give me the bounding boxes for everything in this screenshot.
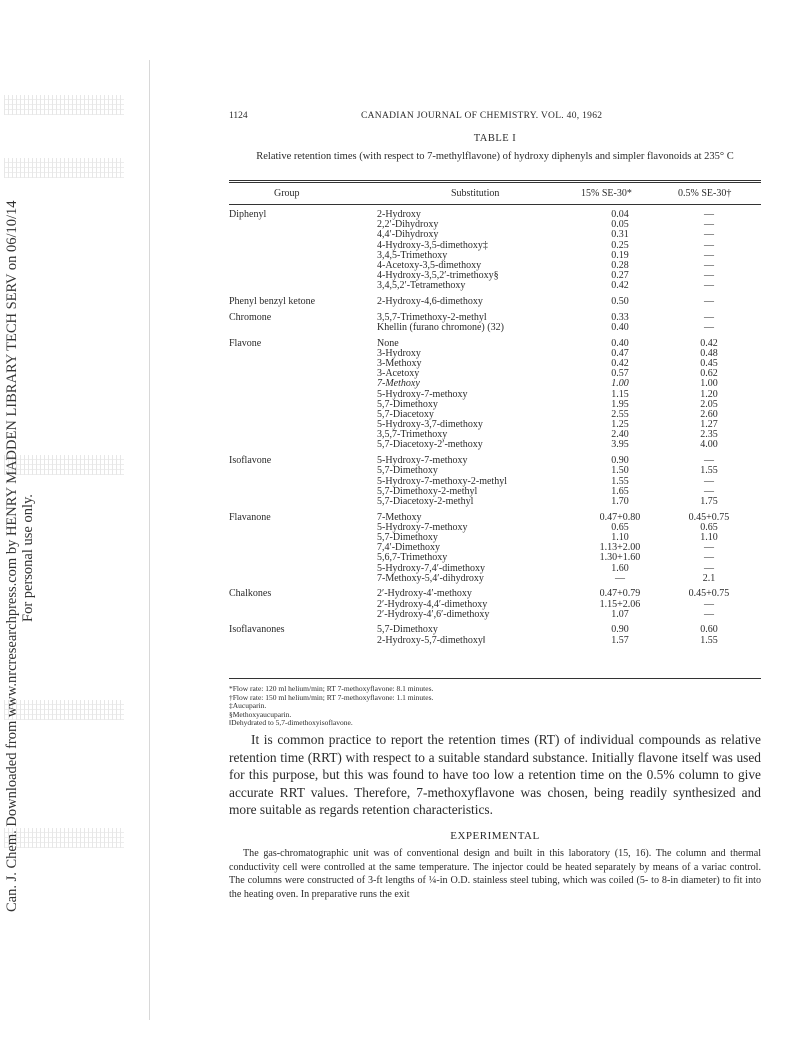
table-row	[229, 420, 761, 430]
substitution-cell: 7,4′-Dimethoxy	[377, 542, 441, 554]
table-bottom-rule	[229, 678, 761, 679]
substitution-cell: 5,7-Dimethoxy	[377, 465, 438, 477]
table-title: TABLE I	[473, 133, 517, 144]
rrt-15pct-cell: 0.90	[611, 624, 629, 636]
table-caption: Relative retention times (with respect to 7-methylflavone) of hydroxy diphenyls and simpler flavonoids at 235° C	[256, 151, 734, 162]
rrt-05pct-cell: —	[704, 280, 714, 292]
substitution-cell: 2-Hydroxy-5,7-dimethoxy‖	[377, 634, 486, 646]
rrt-05pct-cell: 1.55	[700, 465, 718, 477]
substitution-cell: 5-Hydroxy-7-methoxy	[377, 388, 468, 400]
rrt-05pct-cell: —	[704, 219, 714, 231]
column-header-group: Group	[274, 188, 300, 199]
rrt-05pct-cell: —	[704, 209, 714, 220]
substitution-cell: 5,7-Diacetoxy-2-methyl	[377, 495, 474, 507]
substitution-cell: 5,7-Dimethoxy-2-methyl	[377, 485, 478, 497]
table-header	[229, 188, 761, 202]
rrt-15pct-cell: 1.70	[611, 495, 629, 507]
group-name: Chromone	[229, 311, 272, 323]
table-row	[229, 456, 761, 466]
substitution-cell: 3-Hydroxy	[377, 347, 421, 359]
table-group	[229, 339, 761, 451]
substitution-cell: None	[377, 337, 399, 349]
table-row	[229, 297, 761, 307]
body-paragraph: The gas-chromatographic unit was of conventional design and built in this laboratory (15, 16). The column and thermal conductivity cell were controlled at the same temperature. The injector could be heated separately by means of a variac control. The columns were constructed of 3-ft lengths of ¼-in O.D. stainless steel tubing, which was coiled (5- to 8-in diameter) to fit into the heating oven. In preparative runs the exit	[229, 848, 761, 900]
usage-notice-line: For personal use only.	[20, 494, 36, 622]
table-row	[229, 466, 761, 476]
table-row	[229, 497, 761, 507]
substitution-cell: 2-Hydroxy	[377, 209, 421, 220]
substitution-cell: 2′-Hydroxy-4,4′-dimethoxy	[377, 598, 488, 610]
rrt-15pct-cell: 0.90	[611, 455, 629, 467]
column-header-05pct: 0.5% SE-30†	[678, 188, 732, 199]
rrt-05pct-cell: 2.05	[700, 398, 718, 410]
substitution-cell: 5-Hydroxy-7-methoxy	[377, 455, 468, 467]
rrt-05pct-cell: —	[704, 552, 714, 564]
table-row	[229, 513, 761, 523]
table-row	[229, 400, 761, 410]
rrt-15pct-cell: 1.15+2.06	[599, 598, 641, 610]
table-row	[229, 390, 761, 400]
footnote: *Flow rate: 120 ml helium/min; RT 7-methoxyflavone: 8.1 minutes.	[229, 684, 434, 693]
table-row	[229, 369, 761, 379]
table-row	[229, 523, 761, 533]
rrt-15pct-cell: 1.65	[611, 485, 629, 497]
rrt-05pct-cell: 1.10	[700, 531, 718, 543]
substitution-cell: 5,7-Dimethoxy	[377, 531, 438, 543]
rrt-05pct-cell: 1.75	[700, 495, 718, 507]
table-group	[229, 513, 761, 584]
rrt-05pct-cell: 0.42	[700, 337, 718, 349]
table-row	[229, 440, 761, 450]
rrt-15pct-cell: 0.47+0.79	[599, 588, 641, 600]
substitution-cell: 3,5,7-Trimethoxy	[377, 429, 448, 441]
substitution-cell: 7-Methoxy-5,4′-dihydroxy	[377, 572, 484, 584]
table-row	[229, 271, 761, 281]
table-row	[229, 230, 761, 240]
substitution-cell: 4,4′-Dihydroxy	[377, 229, 439, 241]
rrt-05pct-cell: 0.62	[700, 368, 718, 380]
rrt-15pct-cell: 1.13+2.00	[599, 542, 641, 554]
table-row	[229, 379, 761, 389]
rrt-15pct-cell: 0.47+0.80	[599, 511, 641, 523]
table-top-rule	[229, 182, 761, 183]
rrt-05pct-cell: —	[704, 542, 714, 554]
substitution-cell: 3,5,7-Trimethoxy-2-methyl	[377, 311, 487, 323]
rrt-15pct-cell: 1.30+1.60	[599, 552, 641, 564]
table-row	[229, 543, 761, 553]
rrt-05pct-cell: 2.60	[700, 408, 718, 420]
table-row	[229, 477, 761, 487]
running-header	[229, 111, 761, 127]
substitution-cell: 3-Acetoxy	[377, 368, 420, 380]
table-body	[229, 210, 761, 651]
table-row	[229, 610, 761, 620]
table-group	[229, 589, 761, 620]
table-top-rule	[229, 180, 761, 181]
table-row	[229, 241, 761, 251]
download-notice	[0, 0, 40, 1052]
section-heading: EXPERIMENTAL	[450, 830, 540, 842]
rrt-15pct-cell: 0.65	[611, 521, 629, 533]
rrt-05pct-cell: —	[704, 475, 714, 487]
group-name: Flavone	[229, 337, 262, 349]
page-number: 1124	[229, 111, 248, 121]
rrt-05pct-cell: —	[704, 455, 714, 467]
table-row	[229, 574, 761, 584]
group-name: Diphenyl	[229, 209, 267, 220]
table-row	[229, 323, 761, 333]
rrt-15pct-cell: 0.47	[611, 347, 629, 359]
rrt-15pct-cell: —	[615, 572, 625, 584]
rrt-15pct-cell: 1.07	[611, 608, 629, 620]
rrt-15pct-cell: 2.40	[611, 429, 629, 441]
table-row	[229, 349, 761, 359]
rrt-05pct-cell: —	[704, 608, 714, 620]
column-header-substitution: Substitution	[451, 188, 500, 199]
group-name: Flavanone	[229, 511, 271, 523]
rrt-05pct-cell: 1.20	[700, 388, 718, 400]
rrt-15pct-cell: 1.55	[611, 475, 629, 487]
group-name: Isoflavone	[229, 455, 272, 467]
rrt-05pct-cell: 0.60	[700, 624, 718, 636]
rrt-15pct-cell: 0.40	[611, 337, 629, 349]
rrt-05pct-cell: 0.48	[700, 347, 718, 359]
rrt-15pct-cell: 1.50	[611, 465, 629, 477]
rrt-15pct-cell: 0.27	[611, 270, 629, 282]
substitution-cell: 4-Hydroxy-3,5-dimethoxy‡	[377, 239, 488, 251]
table-row	[229, 359, 761, 369]
journal-title: CANADIAN JOURNAL OF CHEMISTRY. VOL. 40, 1962	[361, 111, 603, 121]
substitution-cell: 5-Hydroxy-3,7-dimethoxy	[377, 419, 483, 431]
rrt-15pct-cell: 1.15	[611, 388, 629, 400]
rrt-05pct-cell: 0.45+0.75	[688, 588, 730, 600]
rrt-05pct-cell: —	[704, 562, 714, 574]
rrt-15pct-cell: 0.04	[611, 209, 629, 220]
rrt-15pct-cell: 2.55	[611, 408, 629, 420]
substitution-cell: 3,4,5-Trimethoxy	[377, 249, 448, 261]
rrt-15pct-cell: 1.10	[611, 531, 629, 543]
substitution-cell: Khellin (furano chromone) (32)	[377, 321, 504, 333]
substitution-cell: 5,7-Dimethoxy	[377, 398, 438, 410]
rrt-05pct-cell: 2.35	[700, 429, 718, 441]
rrt-05pct-cell: 1.27	[700, 419, 718, 431]
rrt-05pct-cell: 4.00	[700, 439, 718, 451]
rrt-15pct-cell: 0.42	[611, 280, 629, 292]
substitution-cell: 2′-Hydroxy-4′-methoxy	[377, 588, 472, 600]
rrt-15pct-cell: 0.05	[611, 219, 629, 231]
rrt-05pct-cell: —	[704, 270, 714, 282]
rrt-15pct-cell: 0.31	[611, 229, 629, 241]
rrt-15pct-cell: 0.28	[611, 259, 629, 271]
table-row	[229, 589, 761, 599]
table-row	[229, 220, 761, 230]
substitution-cell: 5-Hydroxy-7-methoxy	[377, 521, 468, 533]
rrt-05pct-cell: 0.65	[700, 521, 718, 533]
table-row	[229, 533, 761, 543]
body-paragraph: It is common practice to report the retention times (RT) of individual compounds as relative retention time (RRT) with respect to a suitable standard substance. Initially flavone itself was used for this purpose, but this was found to have too low a retention time on the 0.5% column to give accurate RRT values. Therefore, 7-methoxyflavone was chosen, being readily synthesized and more suitable as regards retention characteristics.	[229, 732, 761, 818]
rrt-05pct-cell: —	[704, 485, 714, 497]
table-group	[229, 313, 761, 333]
table-row	[229, 430, 761, 440]
table-header-rule	[229, 204, 761, 205]
substitution-cell: 3,4,5,2′-Tetramethoxy	[377, 280, 466, 292]
rrt-15pct-cell: 0.42	[611, 357, 629, 369]
rrt-15pct-cell: 1.60	[611, 562, 629, 574]
table-group	[229, 210, 761, 292]
substitution-cell: 5,7-Dimethoxy	[377, 624, 438, 636]
table-row	[229, 210, 761, 220]
rrt-15pct-cell: 0.25	[611, 239, 629, 251]
table-row	[229, 625, 761, 635]
rrt-15pct-cell: 1.25	[611, 419, 629, 431]
table-row	[229, 251, 761, 261]
rrt-05pct-cell: —	[704, 259, 714, 271]
substitution-cell: 3-Methoxy	[377, 357, 422, 369]
table-group	[229, 625, 761, 645]
table-row	[229, 636, 761, 646]
rrt-05pct-cell: 2.1	[702, 572, 716, 584]
rrt-05pct-cell: —	[704, 311, 714, 323]
table-group	[229, 456, 761, 507]
footnote: §Methoxyaucuparin.	[229, 709, 292, 719]
rrt-05pct-cell: 1.55	[700, 634, 718, 646]
footnote: †Flow rate: 150 ml helium/min; RT 7-methoxyflavone: 1.1 minutes.	[229, 692, 434, 702]
substitution-cell: 2,2′-Dihydroxy	[377, 219, 439, 231]
download-notice-line: Can. J. Chem. Downloaded from www.nrcresearchpress.com by HENRY MADDEN LIBRARY TECH SERV on 06/10/14	[4, 200, 20, 912]
substitution-cell: 7-Methoxy	[377, 511, 422, 523]
rrt-15pct-cell: 0.33	[611, 311, 629, 323]
rrt-05pct-cell: —	[704, 598, 714, 610]
rrt-05pct-cell: 0.45	[700, 357, 718, 369]
table-row	[229, 564, 761, 574]
substitution-cell: 2′-Hydroxy-4′,6′-dimethoxy	[377, 608, 490, 620]
rrt-05pct-cell: —	[704, 321, 714, 333]
substitution-cell: 5,7-Diacetoxy	[377, 408, 434, 420]
rrt-15pct-cell: 0.19	[611, 249, 629, 261]
column-header-15pct: 15% SE-30*	[581, 188, 632, 199]
group-name: Chalkones	[229, 588, 272, 600]
substitution-cell: 2-Hydroxy-4,6-dimethoxy	[377, 296, 483, 307]
rrt-05pct-cell: —	[704, 229, 714, 241]
group-name: Phenyl benzyl ketone	[229, 296, 316, 307]
margin-rule	[149, 60, 150, 1020]
rrt-15pct-cell: 1.95	[611, 398, 629, 410]
table-row	[229, 553, 761, 563]
table-row	[229, 339, 761, 349]
table-group	[229, 297, 761, 307]
group-name: Isoflavanones	[229, 624, 285, 636]
rrt-15pct-cell: 0.57	[611, 368, 629, 380]
substitution-cell: 5,7-Diacetoxy-2′-methoxy	[377, 439, 483, 451]
substitution-cell: 5-Hydroxy-7,4′-dimethoxy	[377, 562, 486, 574]
substitution-cell: 5,6,7-Trimethoxy	[377, 552, 448, 564]
substitution-cell: 5-Hydroxy-7-methoxy-2-methyl	[377, 475, 507, 487]
rrt-15pct-cell: 0.50	[611, 296, 629, 307]
rrt-05pct-cell: 0.45+0.75	[688, 511, 730, 523]
rrt-15pct-cell: 1.57	[611, 634, 629, 646]
substitution-cell: 4-Acetoxy-3,5-dimethoxy	[377, 259, 482, 271]
rrt-15pct-cell: 0.40	[611, 321, 629, 333]
rrt-05pct-cell: —	[704, 296, 714, 307]
footnote: ‡Aucuparin.	[229, 701, 267, 711]
table-row	[229, 281, 761, 291]
table-row	[229, 410, 761, 420]
table-row	[229, 487, 761, 497]
substitution-cell: 7-Methoxy	[377, 378, 420, 390]
rrt-05pct-cell: —	[704, 249, 714, 261]
rrt-15pct-cell: 1.00	[611, 378, 629, 390]
table-footnotes	[229, 685, 761, 728]
rrt-05pct-cell: —	[704, 239, 714, 251]
table-row	[229, 600, 761, 610]
substitution-cell: 4-Hydroxy-3,5,2′-trimethoxy§	[377, 270, 499, 282]
rrt-05pct-cell: 1.00	[700, 378, 718, 390]
footnote: ‖Dehydrated to 5,7-dimethoxyisoflavone.	[229, 718, 353, 728]
rrt-15pct-cell: 3.95	[611, 439, 629, 451]
